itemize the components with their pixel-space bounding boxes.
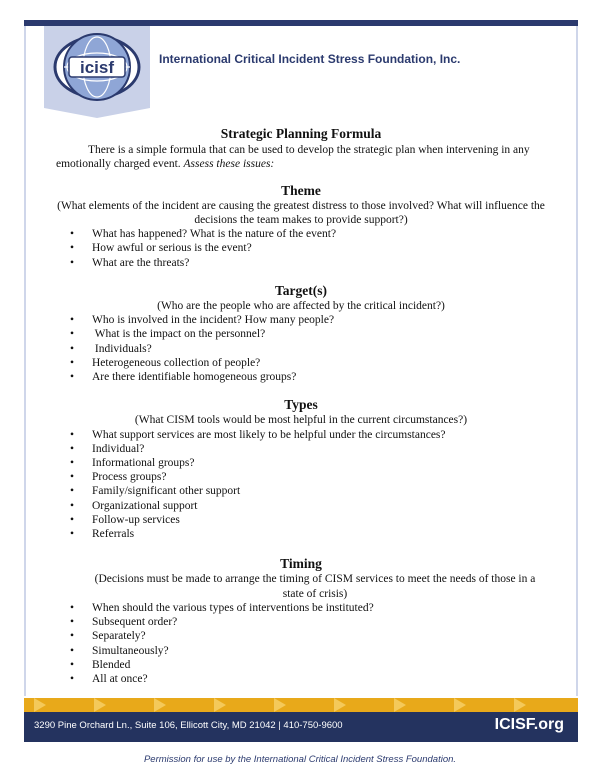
chevron-decoration bbox=[154, 698, 166, 712]
list-item: • Individuals? bbox=[92, 342, 546, 356]
chevron-decoration bbox=[274, 698, 286, 712]
list-item: • Follow-up services bbox=[92, 513, 546, 527]
section-description-timing: (Decisions must be made to arrange the timing of CISM services to meet the needs of those in a state of crisis) bbox=[94, 573, 536, 600]
list-item: • When should the various types of interventions be instituted? bbox=[92, 601, 546, 615]
logo-banner-tail bbox=[44, 108, 150, 118]
section-description-theme: (What elements of the incident are causing the greatest distress to those involved? What will influence the decisions the team makes to provide support?) bbox=[57, 199, 545, 227]
bullet-list-theme bbox=[56, 227, 546, 270]
section-heading-targets: Target(s) bbox=[275, 282, 327, 298]
list-item: • Family/significant other support bbox=[92, 484, 546, 498]
bullet-list-types bbox=[56, 428, 546, 542]
list-item: • Are there identifiable homogeneous groups? bbox=[92, 370, 546, 384]
chevron-decoration bbox=[214, 698, 226, 712]
section-heading-timing: Timing bbox=[280, 556, 322, 572]
chevron-decoration bbox=[94, 698, 106, 712]
list-item: • What has happened? What is the nature of the event? bbox=[92, 227, 546, 241]
section-heading-theme: Theme bbox=[281, 182, 321, 198]
chevron-decoration bbox=[454, 698, 466, 712]
footer-website-link[interactable]: ICISF.org bbox=[494, 716, 564, 733]
list-item: • Individual? bbox=[92, 442, 546, 456]
bullet-list-timing bbox=[56, 601, 546, 686]
document-body bbox=[56, 127, 546, 686]
list-item: • Organizational support bbox=[92, 499, 546, 513]
intro-emphasis: Assess these issues: bbox=[183, 158, 275, 171]
section-targets bbox=[56, 284, 546, 384]
icisf-logo bbox=[52, 30, 142, 104]
footer-address: 3290 Pine Orchard Ln., Suite 106, Ellicott City, MD 21042 | 410-750-9600 bbox=[34, 720, 343, 731]
list-item: • How awful or serious is the event? bbox=[92, 241, 546, 255]
list-item: • What support services are most likely to be helpful under the circumstances? bbox=[92, 428, 546, 442]
section-heading-types: Types bbox=[284, 397, 318, 413]
list-item: • Referrals bbox=[92, 527, 546, 541]
page-border-left bbox=[24, 26, 26, 696]
permission-notice: Permission for use by the International Critical Incident Stress Foundation. bbox=[143, 754, 457, 765]
section-description-types: (What CISM tools would be most helpful in the current circumstances?) bbox=[134, 414, 468, 427]
list-item: • Process groups? bbox=[92, 470, 546, 484]
organization-name: International Critical Incident Stress Foundation, Inc. bbox=[159, 52, 461, 66]
list-item: • Who is involved in the incident? How many people? bbox=[92, 313, 546, 327]
intro-text: There is a simple formula that can be used to develop the strategic plan when intervening in any emotionally charged event. bbox=[56, 144, 530, 171]
list-item: • Informational groups? bbox=[92, 456, 546, 470]
list-item: • Heterogeneous collection of people? bbox=[92, 356, 546, 370]
section-timing bbox=[56, 557, 546, 686]
list-item: • All at once? bbox=[92, 672, 546, 686]
section-description-targets: (Who are the people who are affected by the critical incident?) bbox=[157, 300, 445, 313]
section-theme bbox=[56, 184, 546, 270]
logo-text: icisf bbox=[79, 58, 115, 77]
intro-paragraph bbox=[56, 143, 546, 171]
chevron-decoration bbox=[514, 698, 526, 712]
list-item: • Separately? bbox=[92, 629, 546, 643]
list-item: • What is the impact on the personnel? bbox=[92, 327, 546, 341]
list-item: • Simultaneously? bbox=[92, 644, 546, 658]
page-border-right bbox=[576, 26, 578, 696]
section-types bbox=[56, 398, 546, 541]
bullet-list-targets bbox=[56, 313, 546, 384]
chevron-decoration bbox=[34, 698, 46, 712]
chevron-decoration bbox=[334, 698, 346, 712]
list-item: • Subsequent order? bbox=[92, 615, 546, 629]
footer-chevron-band bbox=[24, 698, 578, 712]
document-title: Strategic Planning Formula bbox=[220, 126, 382, 141]
list-item: • Blended bbox=[92, 658, 546, 672]
chevron-decoration bbox=[394, 698, 406, 712]
list-item: • What are the threats? bbox=[92, 256, 546, 270]
